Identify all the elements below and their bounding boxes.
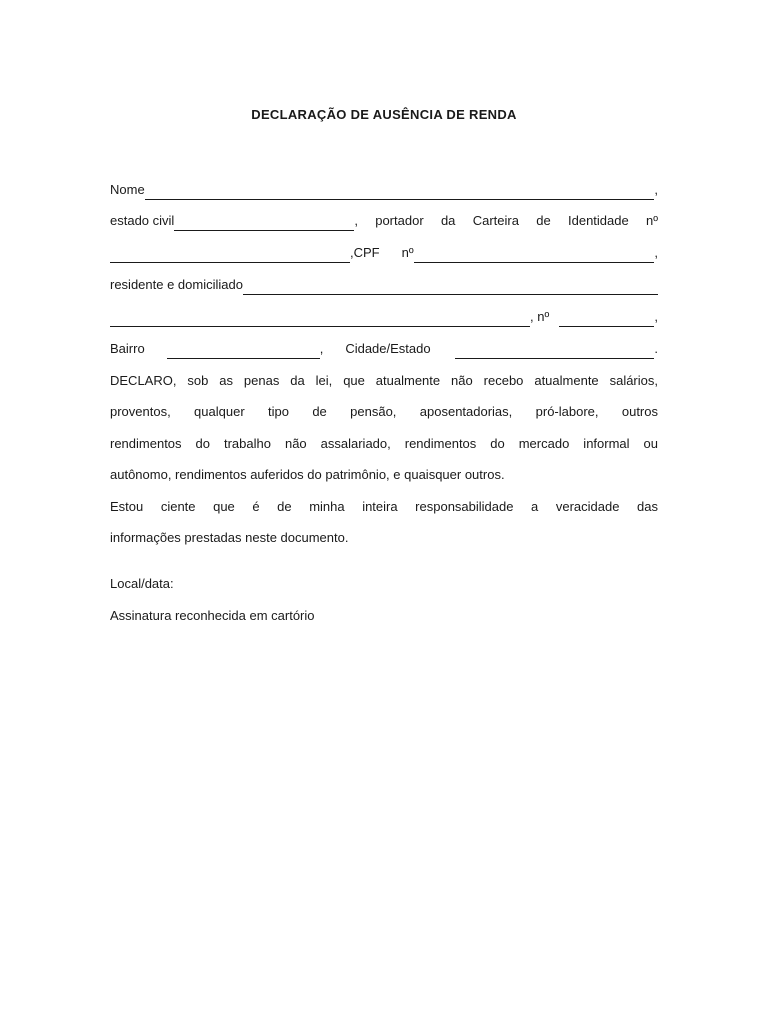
cpf-label: ,CPF	[350, 245, 380, 260]
declaration-line-4: autônomo, rendimentos auferidos do patrimônio, e quaisquer outros.	[110, 467, 505, 482]
nome-row	[110, 180, 658, 200]
signature-label: Assinatura reconhecida em cartório	[110, 608, 315, 623]
identidade-text: , portador da Carteira de Identidade nº	[354, 213, 658, 228]
numero-label: , nº	[530, 309, 550, 324]
responsibility-line-1: Estou ciente que é de minha inteira responsabilidade a veracidade das	[110, 499, 658, 514]
nome-field[interactable]	[145, 185, 655, 200]
local-data-label: Local/data:	[110, 576, 174, 591]
cpf-field[interactable]	[414, 248, 655, 263]
numero-field[interactable]	[559, 312, 654, 327]
estado-civil-field[interactable]	[174, 216, 354, 231]
document-title: DECLARAÇÃO DE AUSÊNCIA DE RENDA	[251, 107, 517, 122]
bairro-label: Bairro	[110, 341, 145, 356]
nome-end: ,	[654, 182, 658, 197]
residente-label: residente e domiciliado	[110, 277, 243, 292]
identidade-field[interactable]	[110, 248, 350, 263]
nome-label: Nome	[110, 182, 145, 197]
residente-row	[110, 275, 658, 295]
bairro-field[interactable]	[167, 344, 320, 359]
numero-end: ,	[654, 309, 658, 324]
endereco-continuation-field[interactable]	[110, 312, 530, 327]
cpf-end: ,	[654, 245, 658, 260]
bairro-cidade-row	[110, 339, 658, 359]
cidade-field[interactable]	[455, 344, 655, 359]
estado-civil-row	[110, 211, 658, 231]
endereco-numero-row	[110, 307, 658, 327]
cidade-end: .	[654, 341, 658, 356]
declaration-line-2: proventos, qualquer tipo de pensão, aposentadorias, pró-labore, outros	[110, 404, 658, 419]
endereco-field[interactable]	[243, 280, 658, 295]
declaration-line-3: rendimentos do trabalho não assalariado, rendimentos do mercado informal ou	[110, 436, 658, 451]
responsibility-line-2: informações prestadas neste documento.	[110, 530, 349, 545]
identidade-cpf-row	[110, 243, 658, 263]
cidade-label: Cidade/Estado	[345, 341, 431, 356]
estado-civil-label: estado civil	[110, 213, 175, 228]
declaration-line-1: DECLARO, sob as penas da lei, que atualmente não recebo atualmente salários,	[110, 373, 658, 388]
cpf-number-label: nº	[401, 245, 414, 260]
bairro-end: ,	[319, 341, 324, 356]
